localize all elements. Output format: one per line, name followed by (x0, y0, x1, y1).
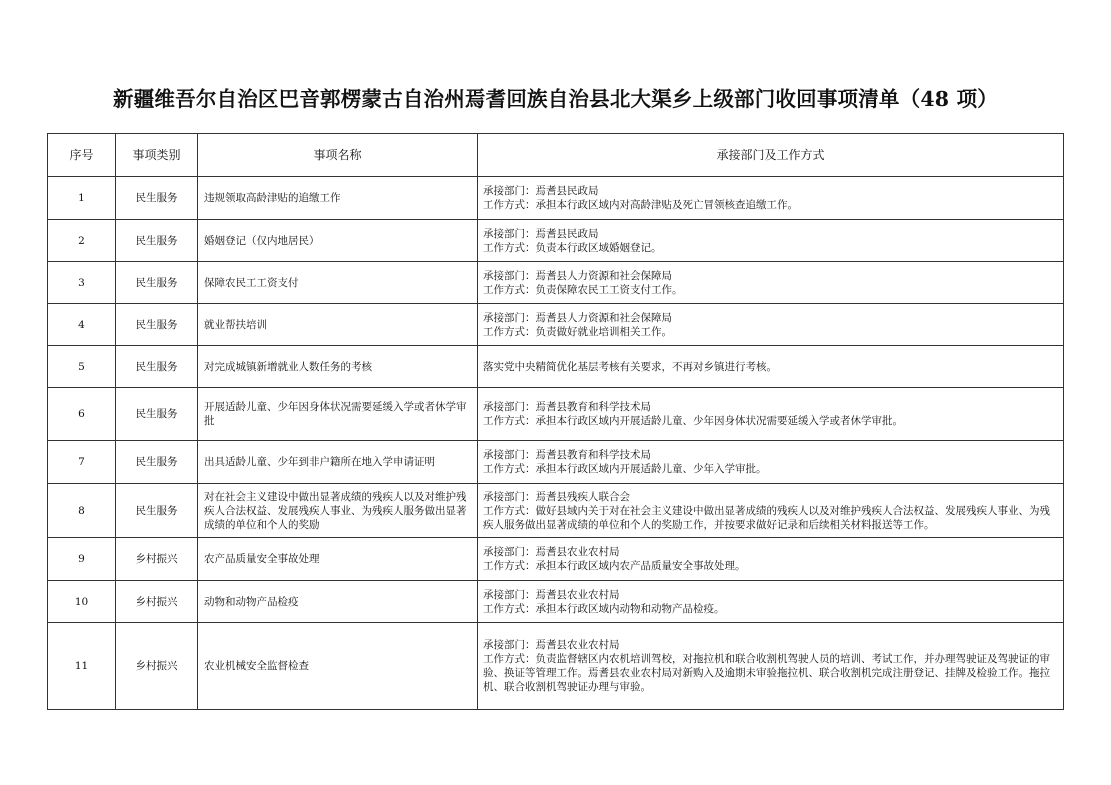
row-category: 乡村振兴 (116, 581, 198, 623)
row-index: 5 (48, 346, 116, 388)
row-dept-method (478, 304, 1064, 346)
dept-line: 承接部门：焉耆县农业农村局 (483, 588, 620, 601)
header-dept: 承接部门及工作方式 (478, 134, 1064, 177)
row-matter-name: 保障农民工工资支付 (198, 262, 478, 304)
row-dept-method (478, 262, 1064, 304)
dept-line: 承接部门：焉耆县民政局 (483, 185, 599, 197)
method-line: 工作方式：承担本行政区域内开展适龄儿童、少年因身体状况需要延缓入学或者休学审批。 (483, 415, 903, 427)
table-row (48, 346, 1064, 388)
row-index: 4 (48, 304, 116, 346)
row-dept-method (478, 220, 1064, 262)
row-index: 10 (48, 581, 116, 623)
dept-line: 承接部门：焉耆县农业农村局 (483, 546, 620, 558)
page-title: 新疆维吾尔自治区巴音郭楞蒙古自治州焉耆回族自治县北大渠乡上级部门收回事项清单（48 项） (113, 87, 998, 111)
row-category: 民生服务 (116, 220, 198, 262)
row-matter-name: 婚姻登记（仅内地居民） (198, 220, 478, 262)
method-line: 工作方式：承担本行政区域内开展适龄儿童、少年入学审批。 (483, 463, 767, 475)
row-category: 民生服务 (116, 484, 198, 538)
method-line: 工作方式：做好县域内关于对在社会主义建设中做出显著成绩的残疾人以及对维护残疾人合法权益、发展残疾人事业、为残疾人服务做出显著成绩的单位和个人的奖励工作，并按要求做好记录和后续相关材料报送等工作。 (483, 504, 1050, 531)
row-matter-name: 动物和动物产品检疫 (198, 581, 478, 623)
row-dept-method (478, 581, 1064, 623)
row-matter-name: 出具适龄儿童、少年到非户籍所在地入学申请证明 (198, 441, 478, 484)
row-category: 民生服务 (116, 177, 198, 220)
row-matter-name: 农产品质量安全事故处理 (198, 538, 478, 581)
table-row (48, 538, 1064, 581)
row-matter-name: 开展适龄儿童、少年因身体状况需要延缓入学或者休学审批 (198, 388, 478, 441)
row-dept-method (478, 346, 1064, 388)
table-row (48, 581, 1064, 623)
row-index: 7 (48, 441, 116, 484)
row-category: 民生服务 (116, 441, 198, 484)
row-matter-name: 违规领取高龄津贴的追缴工作 (198, 177, 478, 220)
dept-line: 承接部门：焉耆县教育和科学技术局 (483, 401, 651, 413)
header-name: 事项名称 (198, 134, 478, 177)
method-line: 工作方式：负责做好就业培训相关工作。 (483, 325, 672, 338)
row-index: 3 (48, 262, 116, 304)
dept-line: 承接部门：焉耆县教育和科学技术局 (483, 449, 651, 461)
table-row (48, 177, 1064, 220)
row-category: 民生服务 (116, 388, 198, 441)
row-index: 1 (48, 177, 116, 220)
dept-line: 承接部门：焉耆县残疾人联合会 (483, 490, 630, 503)
row-index: 6 (48, 388, 116, 441)
matters-table (47, 133, 1064, 710)
row-category: 乡村振兴 (116, 623, 198, 710)
row-category: 乡村振兴 (116, 538, 198, 581)
method-line: 落实党中央精简优化基层考核有关要求，不再对乡镇进行考核。 (483, 360, 777, 373)
row-matter-name: 农业机械安全监督检查 (198, 623, 478, 710)
dept-line: 承接部门：焉耆县人力资源和社会保障局 (483, 269, 672, 282)
table-row (48, 484, 1064, 538)
row-dept-method (478, 388, 1064, 441)
row-matter-name: 对在社会主义建设中做出显著成绩的残疾人以及对维护残疾人合法权益、发展残疾人事业、为残疾人服务做出显著成绩的单位和个人的奖励 (198, 484, 478, 538)
row-dept-method (478, 538, 1064, 581)
header-category: 事项类别 (116, 134, 198, 177)
table-row (48, 441, 1064, 484)
row-category: 民生服务 (116, 304, 198, 346)
row-matter-name: 就业帮扶培训 (198, 304, 478, 346)
table-row (48, 623, 1064, 710)
header-index: 序号 (48, 134, 116, 177)
table-row (48, 262, 1064, 304)
row-dept-method (478, 484, 1064, 538)
dept-line: 承接部门：焉耆县农业农村局 (483, 639, 620, 651)
row-index: 9 (48, 538, 116, 581)
row-dept-method (478, 441, 1064, 484)
method-line: 工作方式：负责监督辖区内农机培训驾校，对拖拉机和联合收割机驾驶人员的培训、考试工作，并办理驾驶证及驾驶证的审验、换证等管理工作。焉耆县农业农村局对新购入及逾期未审验拖拉机、联合收割机完成注册登记、挂牌及检验工作。拖拉机、联合收割机驾驶证办理与审验。 (483, 653, 1050, 693)
row-dept-method (478, 177, 1064, 220)
table-row (48, 220, 1064, 262)
dept-line: 承接部门：焉耆县民政局 (483, 227, 599, 240)
method-line: 工作方式：承担本行政区域内动物和动物产品检疫。 (483, 602, 725, 615)
table-row (48, 304, 1064, 346)
method-line: 工作方式：负责本行政区域婚姻登记。 (483, 241, 662, 254)
method-line: 工作方式：负责保障农民工工资支付工作。 (483, 283, 683, 296)
row-index: 2 (48, 220, 116, 262)
dept-line: 承接部门：焉耆县人力资源和社会保障局 (483, 311, 672, 324)
method-line: 工作方式：承担本行政区域内农产品质量安全事故处理。 (483, 560, 746, 572)
row-index: 8 (48, 484, 116, 538)
row-dept-method (478, 623, 1064, 710)
method-line: 工作方式：承担本行政区域内对高龄津贴及死亡冒领核查追缴工作。 (483, 199, 798, 211)
row-category: 民生服务 (116, 262, 198, 304)
row-matter-name: 对完成城镇新增就业人数任务的考核 (198, 346, 478, 388)
row-category: 民生服务 (116, 346, 198, 388)
row-index: 11 (48, 623, 116, 710)
table-row (48, 388, 1064, 441)
table-header-row (48, 134, 1064, 177)
